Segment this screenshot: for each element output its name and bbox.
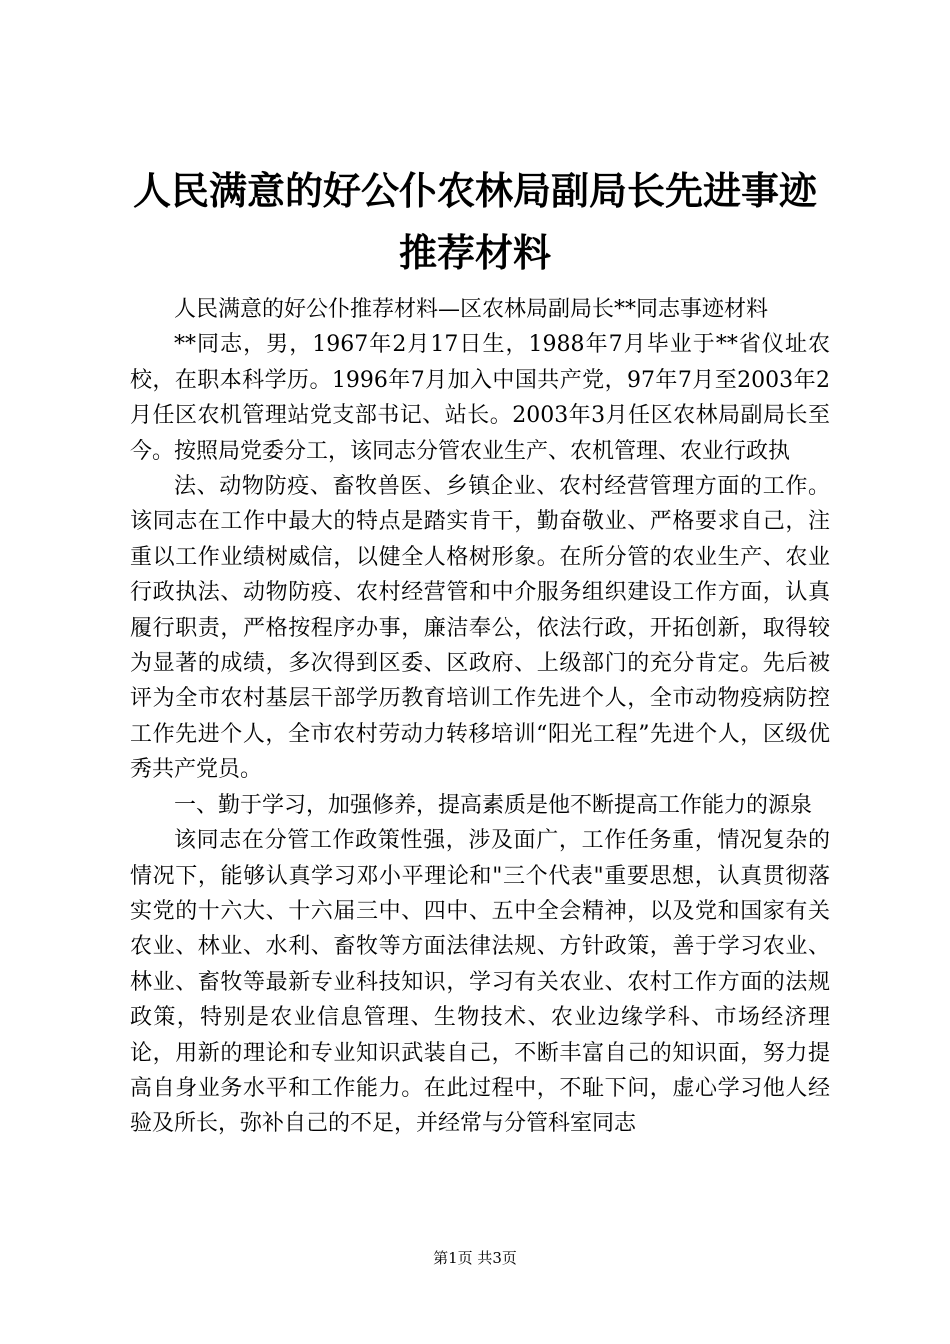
- paragraph-subtitle: 人民满意的好公仆推荐材料—区农林局副局长**同志事迹材料: [174, 297, 769, 322]
- page-footer: 第1页 共3页: [433, 1249, 517, 1267]
- paragraph-learning: 该同志在分管工作政策性强，涉及面广，工作任务重，情况复杂的情况下，能够认真学习邓小平理论和"三个代表"重要思想，认真贯彻落实党的十六大、十六届三中、四中、五中全会精神，以及党和国家有关农业、林业、水利、畜牧等方面法律法规、方针政策，善于学习农业、林业、畜牧等最新专业科技知识，学习有关农业、农村工作方面的法规政策，特别是农业信息管理、生物技术、农业边缘学科、市场经济理论，用新的理论和专业知识武装自己，不断丰富自己的知识面，努力提高自身业务水平和工作能力。在此过程中，不耻下问，虚心学习他人经验及所长，弥补自己的不足，并经常与分管科室同志: [130, 828, 830, 1137]
- document-body: [130, 292, 830, 1142]
- section-heading-1: 一、勤于学习，加强修养，提高素质是他不断提高工作能力的源泉: [174, 792, 813, 818]
- document-title: 人民满意的好公仆农林局副局长先进事迹推荐材料: [132, 169, 817, 275]
- paragraph-profile: **同志，男，1967年2月17日生，1988年7月毕业于**省仪址农校，在职本科学历。1996年7月加入中国共产党，97年7月至2003年2月任区农机管理站党支部书记、站长。2003年3月任区农林局副局长至今。按照局党委分工，该同志分管农业生产、农机管理、农业行政执: [130, 332, 830, 464]
- paragraph-duties: 法、动物防疫、畜牧兽医、乡镇企业、农村经营管理方面的工作。该同志在工作中最大的特点是踏实肯干，勤奋敬业、严格要求自己，注重以工作业绩树威信，以健全人格树形象。在所分管的农业生产、农业行政执法、动物防疫、农村经营管和中介服务组织建设工作方面，认真履行职责，严格按程序办事，廉洁奉公，依法行政，开拓创新，取得较为显著的成绩，多次得到区委、区政府、上级部门的充分肯定。先后被评为全市农村基层干部学历教育培训工作先进个人，全市动物疫病防控工作先进个人，全市农村劳动力转移培训“阳光工程”先进个人，区级优秀共产党员。: [130, 474, 830, 783]
